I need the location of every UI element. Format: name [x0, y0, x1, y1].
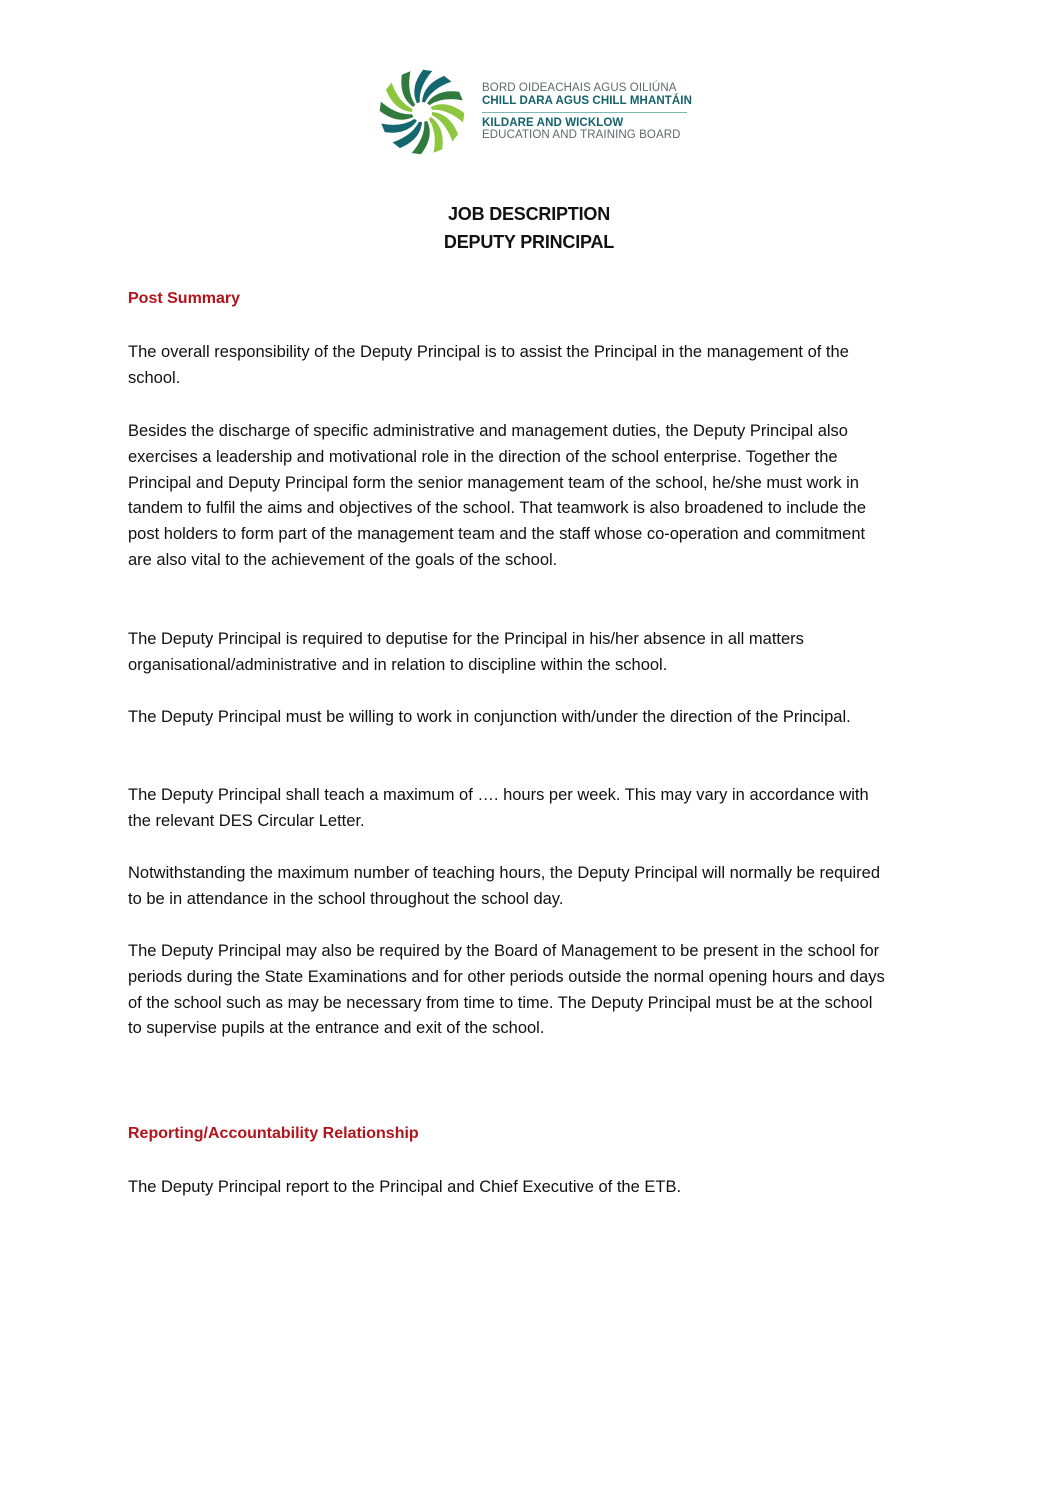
paragraph-teaching-hours: The Deputy Principal shall teach a maximum of …. hours per week. This may vary in accordance with the relevant DES Circular Letter. [128, 786, 869, 830]
paragraph-reporting: The Deputy Principal report to the Principal and Chief Executive of the ETB. [128, 1178, 682, 1196]
logo-irish-line-2: CHILL DARA AGUS CHILL MHANTÁIN [482, 94, 692, 107]
paragraph-leadership-role: Besides the discharge of specific administrative and management duties, the Deputy Principal also exercises a leadership and motivational role in the direction of the school enterprise. Together the Principal and Deputy Principal form the senior management team of the school, he/she must work in tandem to fulfil the aims and objectives of the school. That teamwork is also broadened to include the post holders to form part of the management team and the staff whose co-operation and commitment are also vital to the achievement of the goals of the school. [128, 422, 867, 569]
logo-english-line-1: KILDARE AND WICKLOW [482, 116, 624, 129]
paragraph-deputise: The Deputy Principal is required to deputise for the Principal in his/her absence in all matters organisational/administrative and in relation to discipline within the school. [128, 630, 804, 674]
paragraph-state-examinations: The Deputy Principal may also be required by the Board of Management to be present in the school for periods during the State Examinations and for other periods outside the normal opening hours and days of the school such as may be necessary from time to time. The Deputy Principal must be at the school to supervise pupils at the entrance and exit of the school. [128, 942, 885, 1038]
paragraph-work-under-principal: The Deputy Principal must be willing to work in conjunction with/under the direction of the Principal. [128, 708, 851, 726]
logo-english-line-2: EDUCATION AND TRAINING BOARD [482, 129, 681, 142]
paragraph-attendance: Notwithstanding the maximum number of teaching hours, the Deputy Principal will normally be required to be in attendance in the school throughout the school day. [128, 864, 881, 908]
document-title: JOB DESCRIPTION [447, 204, 611, 224]
etb-spiral-logo-icon [376, 66, 468, 158]
logo-blade [427, 91, 463, 105]
paragraph-overall-responsibility: The overall responsibility of the Deputy Principal is to assist the Principal in the management of the school. [128, 343, 849, 387]
logo-wordmark [482, 82, 692, 143]
logo-irish-line-1: BORD OIDEACHAIS AGUS OILIÚNA [482, 81, 677, 94]
logo-blade [429, 117, 443, 153]
logo-blade [381, 119, 417, 133]
section-heading-post-summary: Post Summary [128, 290, 241, 307]
etb-logo [376, 66, 692, 158]
section-heading-reporting: Reporting/Accountability Relationship [128, 1125, 419, 1142]
document-title-block [0, 200, 1058, 256]
document-subtitle: DEPUTY PRINCIPAL [443, 232, 615, 252]
logo-divider [482, 112, 687, 113]
logo-blade [401, 71, 415, 107]
